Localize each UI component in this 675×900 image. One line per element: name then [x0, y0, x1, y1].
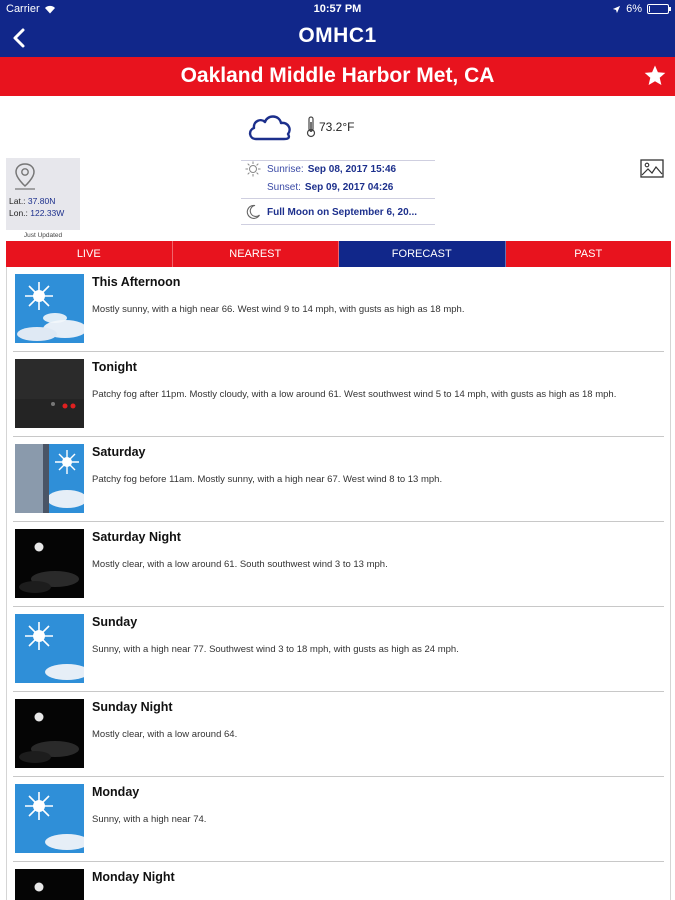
lat-value: 37.80N: [27, 196, 56, 206]
tab-past[interactable]: PAST: [574, 248, 603, 260]
lat-label: Lat.:: [9, 196, 26, 206]
cloud-icon: [246, 112, 294, 142]
forecast-row[interactable]: [13, 607, 664, 692]
temperature-value: 73.2°F: [319, 120, 355, 134]
forecast-row[interactable]: [13, 522, 664, 607]
status-right: [612, 3, 669, 15]
forecast-description: Patchy fog after 11pm. Mostly cloudy, with a low around 61. West southwest wind 5 to 14 mph, with gusts as high as 18 mph.: [92, 389, 617, 400]
sun-moon-info: [241, 160, 435, 224]
tab-bar: [6, 241, 671, 267]
carrier-label: Carrier: [6, 3, 40, 15]
location-arrow-icon: [612, 5, 621, 14]
battery-icon: [647, 4, 669, 14]
forecast-row[interactable]: [13, 777, 664, 862]
moon-icon: [245, 204, 261, 220]
divider: [241, 198, 435, 199]
moon-phase: Full Moon on September 6, 20...: [267, 206, 418, 218]
forecast-description: Patchy fog before 11am. Mostly sunny, with a high near 67. West wind 8 to 13 mph.: [92, 474, 443, 485]
forecast-row[interactable]: [13, 437, 664, 522]
moon-row: [241, 200, 435, 224]
divider: [241, 224, 435, 225]
lon-label: Lon.:: [9, 208, 28, 218]
lon-value: 122.33W: [30, 208, 65, 218]
forecast-period: Saturday Night: [92, 530, 181, 544]
forecast-list[interactable]: [6, 267, 671, 900]
sunny-icon: [15, 784, 84, 853]
station-header: [0, 57, 675, 96]
sunrise-value: Sep 08, 2017 15:46: [307, 163, 397, 175]
forecast-description: Mostly clear, with a low around 61. South southwest wind 3 to 13 mph.: [92, 559, 388, 570]
temperature-group: [306, 116, 354, 138]
map-pin-icon: [12, 162, 38, 192]
forecast-description: Mostly sunny, with a high near 66. West wind 9 to 14 mph, with gusts as high as 18 mph.: [92, 304, 465, 315]
forecast-row[interactable]: [13, 692, 664, 777]
forecast-period: Saturday: [92, 445, 146, 459]
sunny-icon: [15, 274, 84, 343]
forecast-description: Sunny, with a high near 77. Southwest wind 3 to 18 mph, with gusts as high as 24 mph.: [92, 644, 459, 655]
tab-forecast[interactable]: FORECAST: [339, 241, 506, 267]
forecast-period: Monday Night: [92, 870, 175, 884]
longitude: [9, 208, 64, 218]
image-gallery-icon[interactable]: [640, 159, 664, 179]
clear-night-icon: [15, 529, 84, 598]
forecast-period: Sunday Night: [92, 700, 173, 714]
update-status: Just Updated: [23, 232, 63, 239]
tab-live[interactable]: LIVE: [6, 241, 173, 267]
clear-night-icon: [15, 869, 84, 900]
tab-nearest[interactable]: NEAREST: [173, 241, 340, 267]
fog-sun-icon: [15, 444, 84, 513]
current-conditions: [246, 112, 354, 142]
sunrise-row: [241, 160, 435, 178]
fog-night-icon: [15, 359, 84, 428]
forecast-period: This Afternoon: [92, 275, 181, 289]
forecast-period: Sunday: [92, 615, 138, 629]
sunset-value: Sep 09, 2017 04:26: [304, 181, 394, 193]
forecast-period: Monday: [92, 785, 140, 799]
page-title: OMHC1: [298, 24, 377, 47]
favorite-star-icon[interactable]: [643, 64, 667, 88]
sunset-row: [241, 178, 435, 196]
latitude: [9, 196, 55, 206]
status-bar: [0, 0, 675, 20]
clock: 10:57 PM: [313, 3, 362, 15]
navigation-bar: [0, 20, 675, 57]
forecast-row[interactable]: [13, 862, 664, 900]
sun-outline-icon: [245, 161, 261, 177]
forecast-period: Tonight: [92, 360, 137, 374]
battery-percent: 6%: [626, 3, 642, 15]
sunset-label: Sunset:: [267, 181, 301, 193]
clear-night-icon: [15, 699, 84, 768]
station-name: Oakland Middle Harbor Met, CA: [180, 64, 495, 87]
forecast-row[interactable]: [13, 352, 664, 437]
forecast-description: Mostly clear, with a low around 64.: [92, 729, 238, 740]
sunrise-label: Sunrise:: [267, 163, 304, 175]
sunny-icon: [15, 614, 84, 683]
forecast-row[interactable]: [13, 267, 664, 352]
forecast-description: Sunny, with a high near 74.: [92, 814, 207, 825]
thermometer-icon: [306, 116, 316, 138]
location-box[interactable]: [6, 158, 80, 230]
